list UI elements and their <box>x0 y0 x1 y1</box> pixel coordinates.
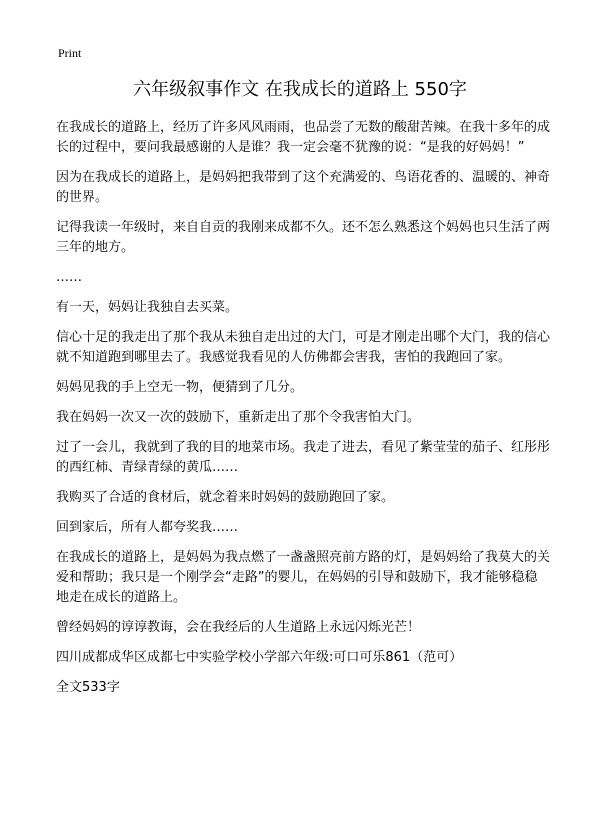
paragraph-1: 在我成长的道路上，经历了许多风风雨雨，也品尝了无数的酸甜苦辣。在我十多年的成长的过程中，要问我最感谢的人是谁？我一定会毫不犹豫的说：“是我的好妈妈！” <box>56 120 551 155</box>
paragraph-3: 记得我读一年级时，来自自贡的我刚来成都不久。还不怎么熟悉这个妈妈也只生活了两三年的地方。 <box>56 220 551 255</box>
article-body <box>56 118 550 708</box>
article-title: 六年级叙事作文 在我成长的道路上 550字 <box>133 79 467 100</box>
paragraph-7: 妈妈见我的手上空无一物，便猜到了几分。 <box>56 380 304 395</box>
paragraph-12: 在我成长的道路上，是妈妈为我点燃了一盏盏照亮前方路的灯，是妈妈给了我莫大的关爱和帮助；我只是一个刚学会“走路”的婴儿，在妈妈的引导和鼓励下，我才能够稳稳地走在成长的道路上。 <box>56 550 551 605</box>
author-line: 四川成都成华区成都七中实验学校小学部六年级:可口可乐861（范可） <box>56 650 463 665</box>
word-count: 全文533字 <box>56 680 120 695</box>
paragraph-6: 信心十足的我走出了那个我从未独自走出过的大门，可是才刚走出哪个大门，我的信心就不知道跑到哪里去了。我感觉我看见的人仿佛都会害我，害怕的我跑回了家。 <box>56 330 551 365</box>
print-link[interactable]: Print <box>58 46 82 60</box>
paragraph-13: 曾经妈妈的谆谆教诲，会在我经后的人生道路上永远闪烁光芒！ <box>56 620 421 635</box>
paragraph-11: 回到家后，所有人都夸奖我…… <box>56 520 239 535</box>
paragraph-10: 我购买了合适的食材后，就念着来时妈妈的鼓励跑回了家。 <box>56 490 395 505</box>
paragraph-9: 过了一会儿，我就到了我的目的地菜市场。我走了进去，看见了紫莹莹的茄子、红彤彤的西红柿、青绿青绿的黄瓜…… <box>56 440 551 475</box>
paragraph-8: 我在妈妈一次又一次的鼓励下，重新走出了那个令我害怕大门。 <box>56 410 421 425</box>
paragraph-5: 有一天，妈妈让我独自去买菜。 <box>56 300 239 315</box>
paragraph-ellipsis: …… <box>56 270 82 285</box>
paragraph-2: 因为在我成长的道路上，是妈妈把我带到了这个充满爱的、鸟语花香的、温暖的、神奇的世界。 <box>56 170 551 205</box>
